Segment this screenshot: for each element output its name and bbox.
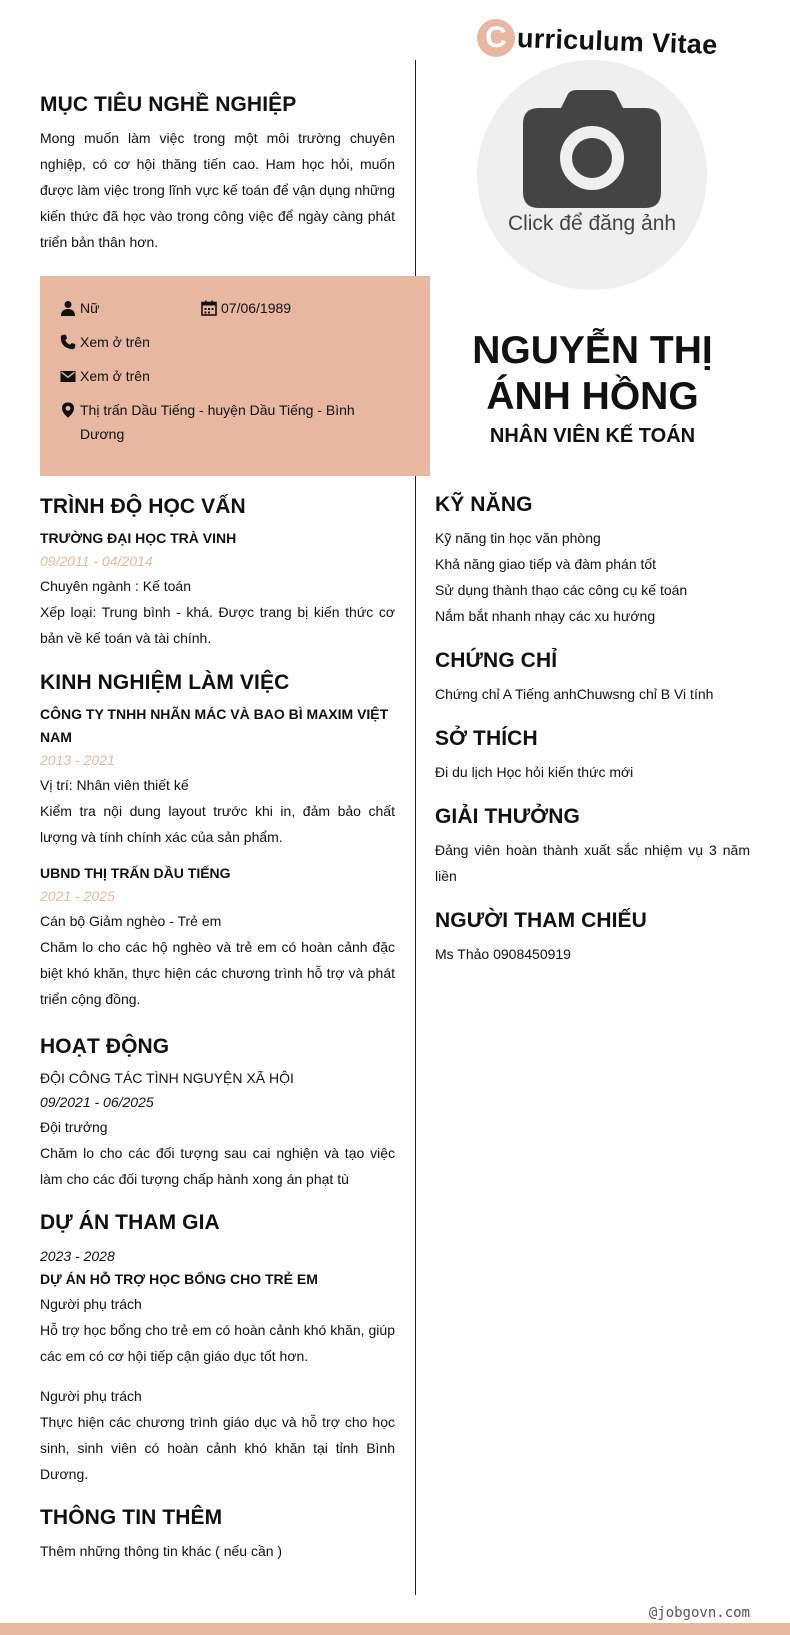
experience-description: Chăm lo cho các hộ nghèo và trẻ em có hoàn cảnh đặc biệt khó khăn, thực hiện các chương trình hỗ trợ và phát triển cộng đồng. [40,939,395,1008]
additional-section [40,1505,395,1564]
education-section [40,494,395,651]
calendar-icon [201,300,217,316]
experience-dates: 2021 - 2025 [40,888,115,905]
projects-dates: 2023 - 2028 [40,1248,115,1265]
references-section [435,908,750,967]
hobbies-text: Đi du lịch Học hỏi kiến thức mới [435,764,634,781]
gender-value: Nữ [80,300,100,316]
education-major: Chuyên ngành : Kế toán [40,578,192,595]
certificates-text: Chứng chỉ A Tiếng anhChuwsng chỉ B Vi tính [435,686,714,703]
education-school: TRƯỜNG ĐẠI HỌC TRÀ VINH [40,530,237,547]
activities-org: ĐỘI CÔNG TÁC TÌNH NGUYỆN XÃ HỘI [40,1070,294,1087]
certificates-section [435,648,750,707]
experience-section [40,670,395,1012]
location-pin-icon [60,402,76,418]
phone-row [60,330,150,354]
additional-heading: THÔNG TIN THÊM [40,1506,223,1529]
activities-dates: 09/2021 - 06/2025 [40,1094,154,1111]
address-value: Thị trấn Dầu Tiếng - huyện Dầu Tiếng - Bình Dương [80,402,355,442]
experience-heading: KINH NGHIỆM LÀM VIỆC [40,671,290,694]
skills-section [435,492,750,629]
projects-role: Người phụ trách [40,1388,142,1405]
projects-heading: DỰ ÁN THAM GIA [40,1211,220,1234]
address-row [60,398,360,446]
skill-item: Sử dụng thành thạo các công cụ kế toán [435,582,688,599]
activities-heading: HOẠT ĐỘNG [40,1035,170,1058]
skill-item: Nắm bắt nhanh nhạy các xu hướng [435,608,656,625]
awards-section [435,804,750,889]
camera-icon [523,90,661,208]
photo-upload-label: Click để đăng ảnh [507,212,677,235]
education-description: Xếp loại: Trung bình - khá. Được trang bị kiến thức cơ bản về kế toán và tài chính. [40,604,395,647]
certificates-heading: CHỨNG CHỈ [435,649,558,672]
projects-description: Hỗ trợ học bổng cho trẻ em có hoàn cảnh khó khăn, giúp các em có cơ hội tiếp cận giáo dục tốt hơn. [40,1322,395,1365]
projects-section [40,1210,395,1487]
skill-item: Kỹ năng tin học văn phòng [435,530,601,547]
hobbies-section [435,726,750,785]
person-icon [60,300,76,316]
photo-upload[interactable] [477,60,707,290]
footer-bar [0,1623,790,1635]
objective-text: Mong muốn làm việc trong một môi trường chuyên nghiệp, có cơ hội thăng tiến cao. Ham học hỏi, muốn được làm việc trong lĩnh vực kế toán để vận dụng những kiến thức đã học vào trong công việc để ngày càng phát triển bản thân hơn. [40,130,395,251]
references-heading: NGƯỜI THAM CHIẾU [435,909,647,932]
logo-initial: C [477,19,515,57]
phone-icon [60,334,76,350]
additional-text: Thêm những thông tin khác ( nếu cần ) [40,1543,283,1560]
candidate-title: NHÂN VIÊN KẾ TOÁN [489,425,696,447]
skill-item: Khả năng giao tiếp và đàm phán tốt [435,556,657,573]
experience-position: Cán bộ Giảm nghèo - Trẻ em [40,913,222,930]
hobbies-heading: SỞ THÍCH [435,727,538,750]
projects-role: Người phụ trách [40,1296,142,1313]
email-row [60,364,150,388]
references-text: Ms Thảo 0908450919 [435,946,571,963]
objective-heading: MỤC TIÊU NGHỀ NGHIỆP [40,93,297,116]
cv-logo [477,18,718,58]
activities-description: Chăm lo cho các đối tượng sau cai nghiện và tạo việc làm cho các đối tượng chấp hành xong án phạt tù [40,1145,395,1188]
education-heading: TRÌNH ĐỘ HỌC VẤN [40,495,246,518]
experience-position: Vị trí: Nhân viên thiết kế [40,777,189,794]
projects-name: DỰ ÁN HỖ TRỢ HỌC BỔNG CHO TRẺ EM [40,1271,318,1288]
email-value: Xem ở trên [80,368,150,384]
logo-text: urriculum Vitae [516,22,718,60]
skills-heading: KỸ NĂNG [435,493,533,516]
phone-value: Xem ở trên [80,334,150,350]
envelope-icon [60,368,76,384]
projects-description: Thực hiện các chương trình giáo dục và hỗ trợ cho học sinh, sinh viên có hoàn cảnh khó khăn tại tỉnh Bình Dương. [40,1414,395,1483]
birthday-value: 07/06/1989 [221,300,292,316]
experience-company: CÔNG TY TNHH NHÃN MÁC VÀ BAO BÌ MAXIM VIỆT NAM [40,706,389,746]
candidate-name: NGUYỄN THỊ ÁNH HỒNG [472,329,713,418]
activities-section [40,1034,395,1192]
watermark: @jobgovn.com [648,1605,750,1621]
experience-description: Kiểm tra nội dung layout trước khi in, đảm bảo chất lượng và tính chính xác của sản phẩm. [40,803,395,846]
activities-role: Đội trưởng [40,1119,108,1136]
awards-heading: GIẢI THƯỞNG [435,805,580,828]
birthday-row [201,296,291,320]
education-dates: 09/2011 - 04/2014 [40,553,153,570]
awards-text: Đảng viên hoàn thành xuất sắc nhiệm vụ 3 năm liền [435,842,750,885]
gender-row [60,296,99,320]
contact-box [40,276,430,476]
experience-company: UBND THỊ TRẤN DẦU TIẾNG [40,865,231,882]
experience-dates: 2013 - 2021 [40,752,115,769]
objective-section [40,92,395,255]
